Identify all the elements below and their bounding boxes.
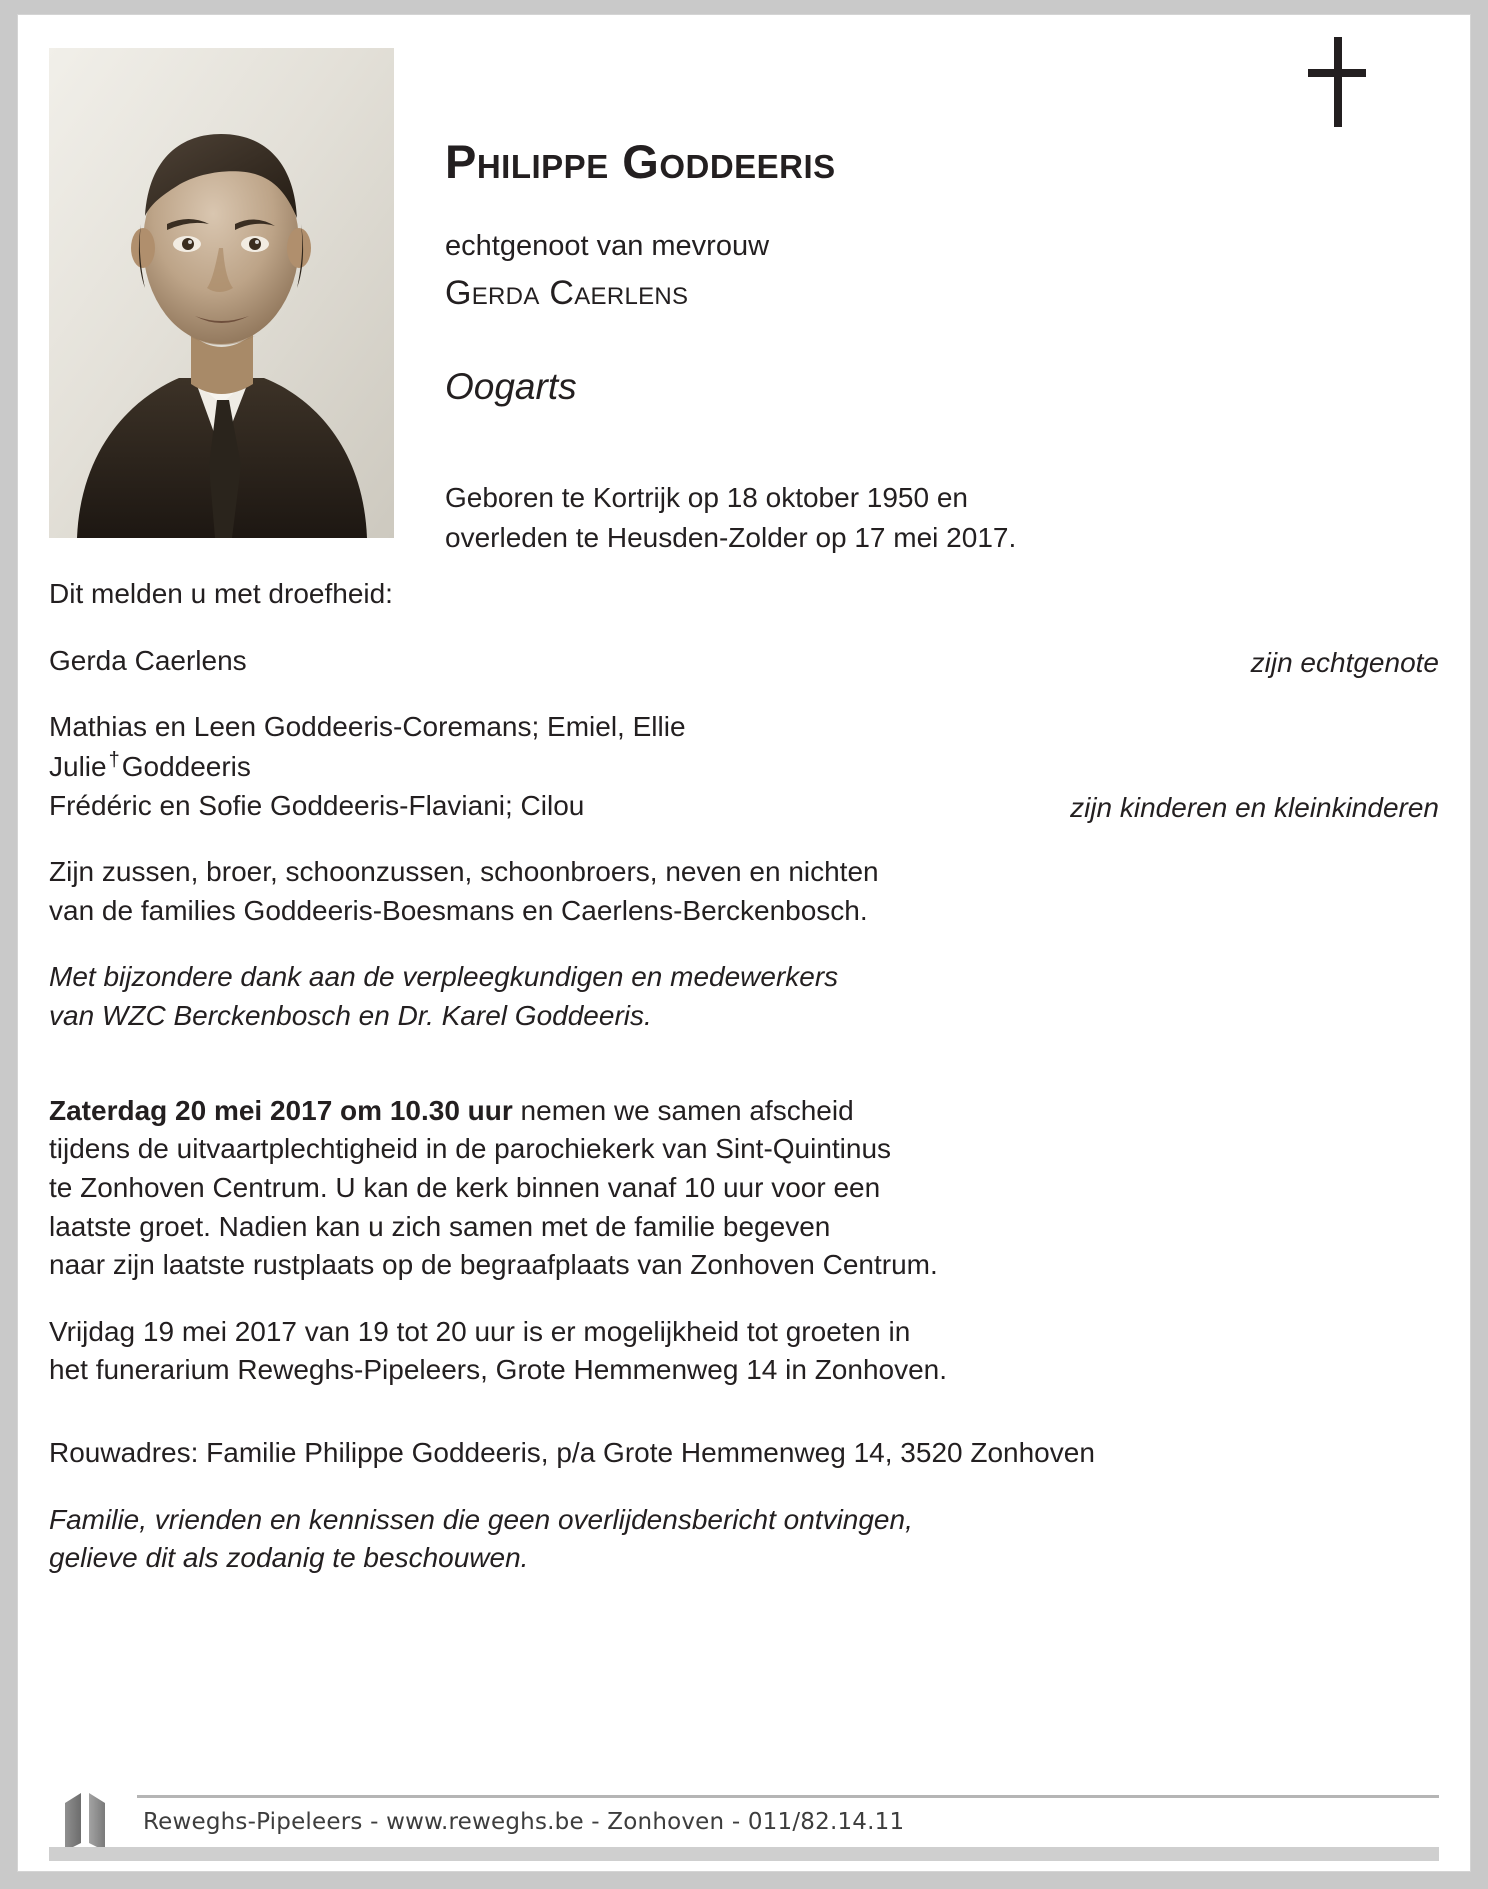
condolence-address: Rouwadres: Familie Philippe Goddeeris, p/a Grote Hemmenweg 14, 3520 Zonhoven [49,1437,1095,1468]
card-footer [49,1783,1439,1861]
children-entry-row [49,708,1439,825]
general-notice-line-2: gelieve dit als zodanig te beschouwen. [49,1542,529,1574]
service-datetime: Zaterdag 20 mei 2017 om 10.30 uur [49,1094,513,1126]
children-entry-names [49,708,686,825]
footer-divider [137,1795,1439,1798]
spouse-name: Gerda Caerlens [445,273,689,312]
children-line-2-pre: Julie [49,750,107,782]
funeral-home-logo-icon [63,1791,121,1853]
children-line-2-post: Goddeeris [121,750,251,782]
card-body [49,575,1439,1578]
birth-line: Geboren te Kortrijk op 18 oktober 1950 en [445,481,969,513]
children-line-1: Mathias en Leen Goddeeris-Coremans; Emiel, Ellie [49,711,686,743]
relatives-line-1: Zijn zussen, broer, schoonzussen, schoonbroers, neven en nichten [49,856,879,888]
death-line: overleden te Heusden-Zolder op 17 mei 2017. [445,521,1017,553]
service-line-5: naar zijn laatste rustplaats op de begraafplaats van Zonhoven Centrum. [49,1249,938,1281]
spouse-entry-name: Gerda Caerlens [49,644,247,676]
service-line-1-rest: nemen we samen afscheid [512,1094,854,1126]
service-line-3: te Zonhoven Centrum. U kan de kerk binnen vanaf 10 uur voor een [49,1171,881,1203]
memorial-card [17,14,1471,1872]
relatives-block [49,853,1439,930]
general-notice-line-1: Familie, vrienden en kennissen die geen overlijdensbericht ontvingen, [49,1503,913,1535]
portrait-photo [49,48,394,538]
service-details-block [49,1092,1439,1285]
spacer [49,825,1439,853]
thanks-line-1: Met bijzondere dank aan de verpleegkundigen en medewerkers [49,961,839,993]
deceased-name: Philippe Goddeeris [445,135,836,188]
thanks-line-2: van WZC Berckenbosch en Dr. Karel Goddeeris. [49,1000,652,1031]
spouse-entry-row [49,642,1439,681]
spouse-intro-label: echtgenoot van mevrouw [445,230,770,263]
service-line-4: laatste groet. Nadien kan u zich samen met de familie begeven [49,1210,831,1242]
general-notice-block [49,1501,1439,1578]
spouse-entry-relation: zijn echtgenote [1250,647,1439,679]
funeral-home-logo-graphic [63,1791,121,1853]
header-text-block [445,15,1430,557]
relatives-line-2: van de families Goddeeris-Boesmans en Caerlens-Berckenbosch. [49,894,868,926]
profession-label: Oogarts [445,366,577,408]
visitation-block [49,1313,1439,1390]
thanks-block [49,958,1439,1035]
spacer [49,1390,1439,1434]
children-line-3: Frédéric en Sofie Goddeeris-Flaviani; Cilou [49,789,585,821]
card-header [18,15,1470,571]
spacer [49,680,1439,708]
birth-death-block [445,410,1430,558]
spacer [49,930,1439,958]
visitation-line-2: het funerarium Reweghs-Pipeleers, Grote Hemmenweg 14 in Zonhoven. [49,1354,948,1386]
service-line-2: tijdens de uitvaartplechtigheid in de parochiekerk van Sint-Quintinus [49,1133,892,1165]
spacer [49,1473,1439,1501]
footer-bottom-bar [49,1847,1439,1861]
visitation-line-1: Vrijdag 19 mei 2017 van 19 tot 20 uur is er mogelijkheid tot groeten in [49,1315,911,1347]
footer-contact-text: Reweghs-Pipeleers - www.reweghs.be - Zonhoven - 011/82.14.11 [143,1809,905,1835]
spacer [49,1285,1439,1313]
spacer [49,1036,1439,1092]
deceased-dagger-icon: † [108,748,120,771]
spacer [49,614,1439,642]
children-entry-relation: zijn kinderen en kleinkinderen [1070,792,1439,824]
announcement-intro: Dit melden u met droefheid: [49,578,393,609]
portrait-photo-graphic [49,48,394,538]
